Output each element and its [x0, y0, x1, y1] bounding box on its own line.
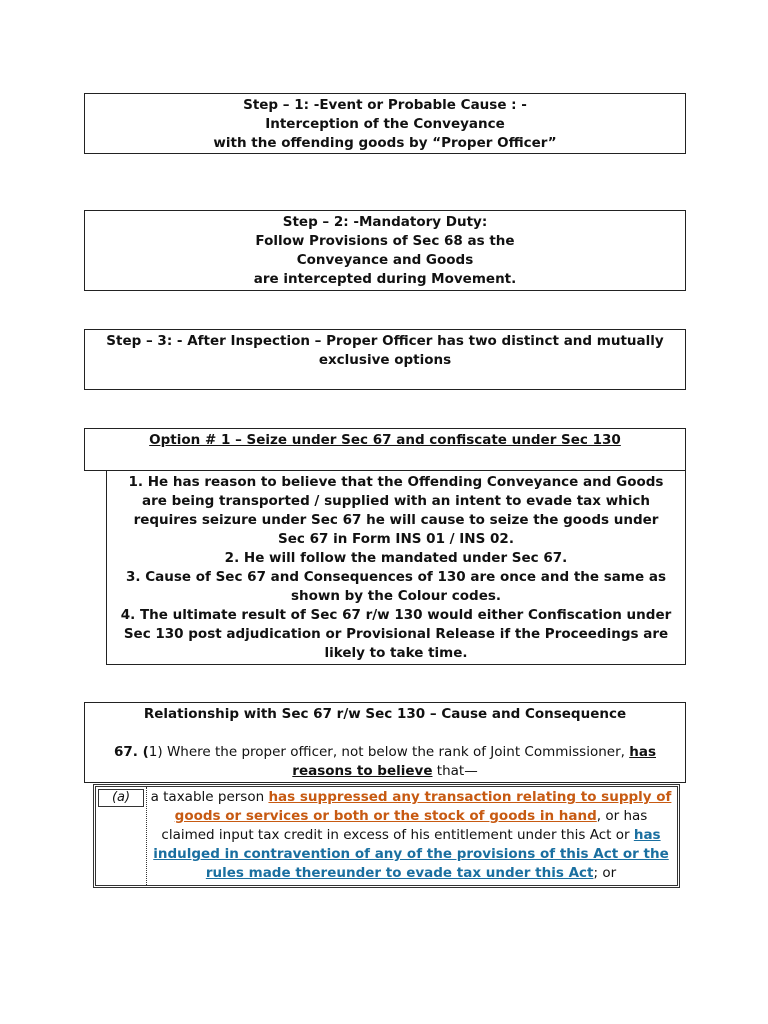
- clause-a-part-3: ; or: [593, 865, 617, 881]
- has-text: has: [629, 744, 656, 760]
- step-1-line-1: Step – 1: -Event or Probable Cause : -: [243, 97, 527, 113]
- clause-label: (a): [98, 789, 144, 807]
- step-3-line-2: exclusive options: [318, 352, 452, 368]
- step-2-line-3: Conveyance and Goods: [296, 252, 474, 268]
- step-2-line-2: Follow Provisions of Sec 68 as the: [255, 233, 515, 249]
- intro-tail: that—: [432, 763, 478, 779]
- step-1-line-2: Interception of the Conveyance: [265, 116, 505, 132]
- column-divider: [146, 787, 147, 885]
- clause-a-table: [93, 784, 680, 888]
- option-1-heading-box: [84, 428, 686, 471]
- option-1-heading: Option # 1 – Seize under Sec 67 and confiscate under Sec 130: [149, 432, 621, 448]
- list-item: 4. The ultimate result of Sec 67 r/w 130 would either Confiscation under Sec 130 post adjudication or Provisional Release if the Proceedings are likely to take time.: [120, 607, 672, 661]
- list-item: 2. He will follow the mandated under Sec 67.: [224, 550, 568, 566]
- step-3-line-1: Step – 3: - After Inspection – Proper Officer has two distinct and mutually: [106, 333, 664, 349]
- clause-a-contravention: has indulged in contravention of any of the provisions of this Act or the rules made thereunder to evade tax under this Act: [153, 827, 669, 881]
- step-3-box: [84, 329, 686, 390]
- spacer: [85, 724, 685, 743]
- section-number: 67. (: [114, 744, 149, 760]
- relationship-box: [84, 702, 686, 783]
- reasons-to-believe: reasons to believe: [292, 763, 433, 779]
- intro-text: ) Where the proper officer, not below the rank of Joint Commissioner,: [157, 744, 630, 760]
- step-2-line-1: Step – 2: -Mandatory Duty:: [282, 214, 488, 230]
- clause-a-part-1: a taxable person: [150, 789, 269, 805]
- clause-a-part-2: , or has claimed input tax credit in excess of his entitlement under this Act or: [161, 808, 648, 843]
- step-2-line-4: are intercepted during Movement.: [253, 271, 517, 287]
- list-item: 3. Cause of Sec 67 and Consequences of 130 are once and the same as shown by the Colour codes.: [126, 569, 666, 604]
- relationship-heading: Relationship with Sec 67 r/w Sec 130 – Cause and Consequence: [143, 706, 627, 722]
- list-item: 1. He has reason to believe that the Offending Conveyance and Goods are being transported / supplied with an intent to evade tax which requires seizure under Sec 67 he will cause to seize the goods under Sec 67 in Form INS 01 / INS 02.: [128, 474, 664, 547]
- step-1-line-3: with the offending goods by “Proper Officer”: [213, 135, 557, 151]
- subsection-number: 1: [148, 744, 158, 760]
- clause-a-suppressed: has suppressed any transaction relating to supply of goods or services or both or the stock of goods in hand: [174, 789, 672, 824]
- clause-a-text: [149, 788, 673, 883]
- option-1-list: [106, 470, 686, 665]
- step-2-box: [84, 210, 686, 291]
- step-1-box: [84, 93, 686, 154]
- section-67-intro: [85, 743, 685, 781]
